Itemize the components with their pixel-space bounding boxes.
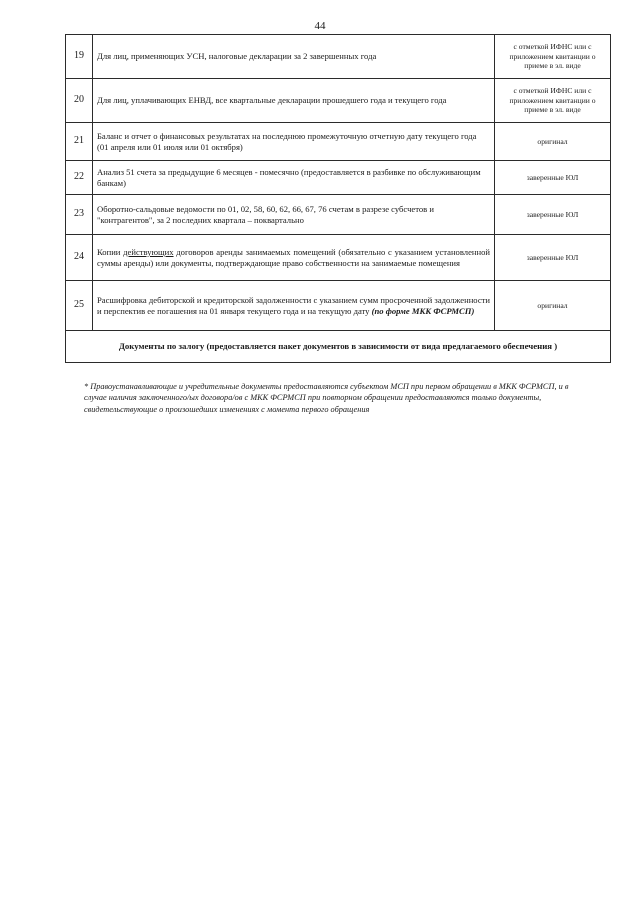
table-row — [66, 35, 611, 79]
table-row — [66, 195, 611, 235]
row-number: 21 — [66, 123, 93, 161]
row-number: 19 — [66, 35, 93, 79]
row-number: 24 — [66, 235, 93, 281]
collateral-header-row — [66, 331, 611, 363]
table-row — [66, 79, 611, 123]
description-text: договоров аренды занимаемых помещений (обязательно с указанием установленной суммы аренды) или документы, подтверждающие право собственности на занимаемые помещения — [97, 246, 490, 268]
document-status: заверенные ЮЛ — [495, 195, 611, 235]
collateral-header: Документы по залогу (предоставляется пакет документов в зависимости от вида предлагаемого обеспечения ) — [66, 331, 611, 363]
footnote: * Правоустанавливающие и учредительные документы предоставляются субъектом МСП при первом обращении в МКК ФСРМСП, и в случае наличия заключенного/ых договора/ов с МКК ФСРМСП при повторном обращении предоставляются только документы, свидетельствующие о произошедших изменениях с момента первого обращения — [84, 382, 569, 414]
form-reference: (по форме МКК ФСРМСП) — [371, 305, 475, 316]
row-number: 23 — [66, 195, 93, 235]
document-status: оригинал — [495, 281, 611, 331]
document-status: с отметкой ИФНС или с приложением квитанции о приеме в эл. виде — [495, 79, 611, 123]
row-number: 25 — [66, 281, 93, 331]
row-number: 22 — [66, 161, 93, 195]
document-description: Оборотно-сальдовые ведомости по 01, 02, 58, 60, 62, 66, 67, 76 счетам в разрезе субсчетов и "контрагентов", за 2 последних квартала – поквартально — [93, 195, 495, 235]
row-number: 20 — [66, 79, 93, 123]
document-status: заверенные ЮЛ — [495, 161, 611, 195]
document-description: Анализ 51 счета за предыдущие 6 месяцев - помесячно (предоставляется в разбивке по обслуживающим банкам) — [93, 161, 495, 195]
table-row — [66, 123, 611, 161]
table-row — [66, 281, 611, 331]
table-row — [66, 161, 611, 195]
document-description: Для лиц, применяющих УСН, налоговые декларации за 2 завершенных года — [93, 35, 495, 79]
table-row — [66, 235, 611, 281]
document-description — [93, 235, 495, 281]
documents-table — [65, 34, 611, 363]
description-text: Копии — [97, 246, 124, 257]
document-description — [93, 281, 495, 331]
document-status: с отметкой ИФНС или с приложением квитанции о приеме в эл. виде — [495, 35, 611, 79]
document-status: оригинал — [495, 123, 611, 161]
document-status: заверенные ЮЛ — [495, 235, 611, 281]
description-underlined-text: действующих — [123, 246, 174, 257]
document-description: Баланс и отчет о финансовых результатах на последнюю промежуточную отчетную дату текущего года (01 апреля или 01 июля или 01 октября) — [93, 123, 495, 161]
page-number: 44 — [314, 20, 326, 32]
document-description: Для лиц, уплачивающих ЕНВД, все квартальные декларации прошедшего года и текущего года — [93, 79, 495, 123]
description-text: Расшифровка дебиторской и кредиторской задолженности с указанием сумм просроченной задолженности и перспектив ее погашения на 01 января текущего года и на текущую дату — [97, 294, 490, 316]
